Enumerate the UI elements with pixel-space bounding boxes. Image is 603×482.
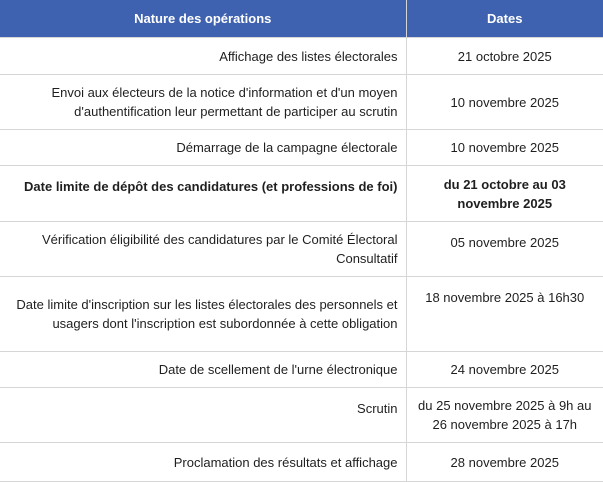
date-cell: du 21 octobre au 03 novembre 2025 [406,166,603,222]
operation-cell: Envoi aux électeurs de la notice d'information et d'un moyen d'authentification leur permettant de participer au scrutin [0,75,406,130]
header-operations: Nature des opérations [0,0,406,38]
header-dates: Dates [406,0,603,38]
date-cell: 18 novembre 2025 à 16h30 [406,277,603,352]
operation-cell: Date limite de dépôt des candidatures (et professions de foi) [0,166,406,222]
table-row [0,222,603,277]
date-cell: 24 novembre 2025 [406,352,603,388]
table-header-row [0,0,603,38]
date-cell: 10 novembre 2025 [406,130,603,166]
table-row [0,166,603,222]
date-cell: du 25 novembre 2025 à 9h au 26 novembre 2025 à 17h [406,388,603,443]
table-row [0,130,603,166]
operation-cell: Vérification éligibilité des candidatures par le Comité Électoral Consultatif [0,222,406,277]
date-cell: 05 novembre 2025 [406,222,603,277]
table-row [0,352,603,388]
operation-cell: Affichage des listes électorales [0,38,406,75]
operation-cell: Démarrage de la campagne électorale [0,130,406,166]
table-row [0,277,603,352]
date-cell: 28 novembre 2025 [406,443,603,482]
operation-cell: Proclamation des résultats et affichage [0,443,406,482]
operation-cell: Date limite d'inscription sur les listes électorales des personnels et usagers dont l'inscription est subordonnée à cette obligation [0,277,406,352]
table-row [0,388,603,443]
operation-cell: Scrutin [0,388,406,443]
table-row [0,443,603,482]
date-cell: 21 octobre 2025 [406,38,603,75]
date-cell: 10 novembre 2025 [406,75,603,130]
operation-cell: Date de scellement de l'urne électronique [0,352,406,388]
table-row [0,38,603,75]
table-row [0,75,603,130]
